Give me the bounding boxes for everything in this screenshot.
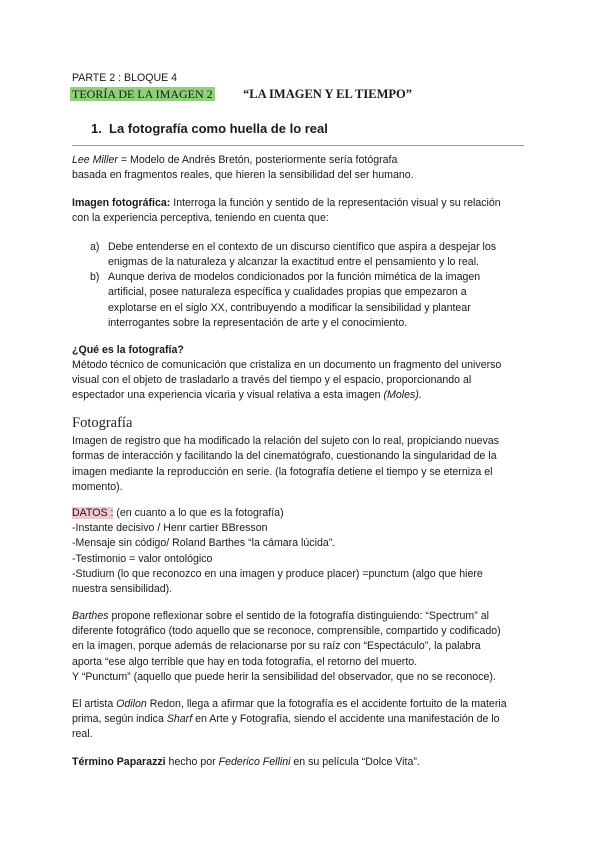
teoria-label	[70, 86, 215, 102]
odilon-line-1	[72, 697, 507, 712]
odilon-line-2-start: prima, según indica	[72, 713, 167, 725]
list-item-b-line: explotarse en el siglo XX, contribuyendo a modificar la sensibilidad y plantear	[108, 301, 471, 314]
barthes-name: Barthes	[72, 610, 109, 622]
odilon-line-3: real.	[72, 728, 93, 740]
que-es-heading: ¿Qué es la fotografía?	[72, 344, 184, 356]
section-divider	[72, 145, 524, 146]
odilon-name: Odilon	[116, 698, 147, 710]
odilon-line-2-text: en Arte y Fotografía, siendo el accidente una manifestación de lo	[192, 713, 500, 725]
barthes-body	[72, 624, 532, 685]
datos-label-rest: (en cuanto a lo que es la fotografía)	[113, 507, 284, 519]
fotografia-line: momento).	[72, 480, 123, 493]
imagen-label: Imagen fotográfica:	[72, 197, 171, 209]
barthes-line: diferente fotográfico (todo aquello que se reconoce, comprensible, compartido y codificado)	[72, 625, 501, 637]
fotografia-body	[72, 434, 532, 495]
list-item-b	[108, 270, 528, 331]
imagen-line-2: con la experiencia perceptiva, teniendo en cuenta que:	[72, 212, 329, 224]
paparazzi-line	[72, 755, 420, 770]
imagen-line-1	[72, 196, 501, 211]
fotografia-line: imagen mediante la reproducción en serie. (la fotografía detiene el tiempo y se eterniza el	[72, 465, 493, 478]
datos-item: -Testimonio = valor ontológico	[72, 552, 213, 565]
lee-line-2: basada en fragmentos reales, que hieren la sensibilidad del ser humano.	[72, 169, 414, 181]
paparazzi-rest: en su película “Dolce Vita”.	[290, 756, 420, 768]
que-es-line-3-text: espectador una experiencia vicaria y visual relativa a esta imagen	[72, 389, 384, 401]
que-es-line-2: visual con el objeto de trasladarlo a través del tiempo y el espacio, proporcionando al	[72, 374, 472, 386]
barthes-line-1	[72, 609, 489, 624]
datos-item: -Mensaje sin código/ Roland Barthes “la cámara lúcida”.	[72, 537, 336, 550]
section-heading: La fotografía como huella de lo real	[109, 121, 328, 136]
list-item-a	[108, 240, 528, 271]
fotografia-line: Imagen de registro que ha modificado la relación del sujeto con lo real, propiciando nuevas	[72, 435, 499, 447]
paparazzi-label: Término Paparazzi	[72, 756, 166, 768]
list-item-b-line: Aunque deriva de modelos condicionados por la función mimética de la imagen	[108, 271, 481, 283]
barthes-line-1-text: propone reflexionar sobre el sentido de la fotografía distinguiendo: “Spectrum” al	[108, 610, 489, 622]
odilon-line-1-text: Redon, llega a afirmar que la fotografía es el accidente fortuito de la materia	[146, 698, 507, 710]
list-marker-b: b)	[90, 271, 100, 283]
que-es-line-1: Método técnico de comunicación que cristaliza en un documento un fragmento del universo	[72, 359, 502, 371]
lee-line-1-text: = Modelo de Andrés Bretón, posteriormente sería fotógrafa	[117, 154, 398, 166]
datos-item: -Studium (lo que reconozco en una imagen y produce placer) =punctum (algo que hiere	[72, 567, 483, 580]
barthes-line: Y “Punctum” (aquello que puede herir la sensibilidad del observador, que no se reconoce).	[72, 670, 496, 683]
page-title: “LA IMAGEN Y EL TIEMPO”	[243, 87, 413, 101]
paparazzi-mid: hecho por	[165, 756, 219, 768]
lee-line-1	[72, 153, 397, 168]
list-marker-a: a)	[90, 241, 100, 253]
barthes-line: en la imagen, porque además de relacionarse por su raíz con “Espectáculo”, la palabra	[72, 640, 481, 653]
odilon-start: El artista	[72, 698, 117, 710]
fotografia-heading: Fotografía	[72, 415, 133, 431]
imagen-line-1-text: Interroga la función y sentido de la representación visual y su relación	[170, 197, 501, 209]
list-item-a-line: Debe entenderse en el contexto de un discurso científico que aspira a despejar los	[108, 241, 497, 253]
datos-label: DATOS :	[72, 507, 114, 519]
parte-label: PARTE 2 : BLOQUE 4	[72, 72, 177, 84]
datos-list	[72, 521, 532, 597]
list-item-a-line: enigmas de la naturaleza y alcanzar la exactitud entre el pensamiento y lo real.	[108, 256, 479, 269]
list-item-b-line: artificial, posee naturaleza específica y cualidades propias que empezaron a	[108, 286, 467, 299]
fellini-name: Federico Fellini	[218, 756, 291, 768]
datos-item: -Instante decisivo / Henr cartier BBresson	[72, 522, 268, 534]
datos-item: nuestra sensibilidad).	[72, 583, 173, 596]
odilon-line-2	[72, 712, 500, 727]
moles-citation: (Moles).	[383, 389, 422, 401]
list-item-b-line: interrogantes sobre la representación de arte y el conocimiento.	[108, 316, 408, 329]
fotografia-line: formas de interacción y facilitando la del cinematógrafo, cuestionando la singularidad de la	[72, 450, 497, 463]
que-es-line-3	[72, 388, 422, 403]
sharf-name: Sharf	[166, 713, 193, 725]
lee-name: Lee Miller	[72, 154, 118, 166]
datos-header	[72, 506, 284, 521]
teoria-highlight: TEORÍA DE LA IMAGEN 2	[72, 87, 213, 101]
barthes-line: aporta “ese algo terrible que hay en toda fotografía, el retorno del muerto.	[72, 655, 418, 668]
section-number: 1.	[91, 121, 102, 136]
